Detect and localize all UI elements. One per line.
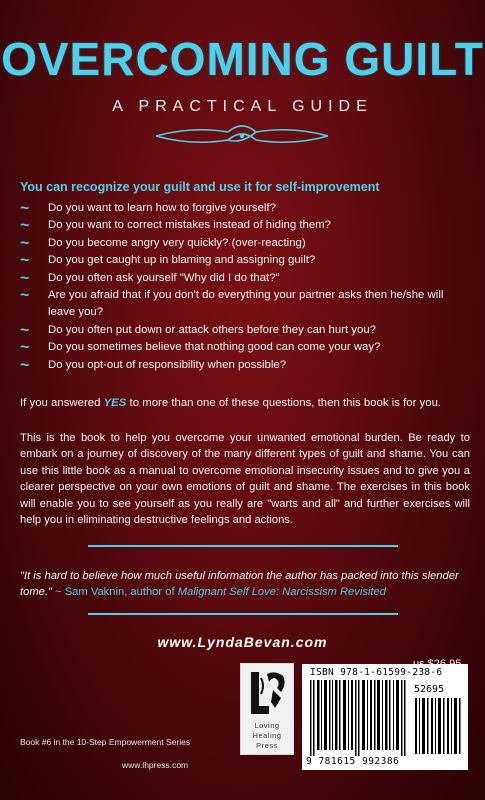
price-code-text: 52695	[414, 684, 445, 695]
answer-line	[20, 397, 470, 409]
publisher-url: www.lhpress.com	[122, 760, 189, 770]
answer-yes-text: YES	[103, 397, 127, 409]
list-item	[20, 252, 470, 269]
divider-rule-top	[88, 545, 398, 547]
question-list	[20, 200, 470, 374]
tilde-bullet-icon: ~	[20, 234, 30, 252]
logo-text-2: Healing	[252, 731, 282, 740]
tilde-bullet-icon: ~	[20, 356, 30, 374]
lead-heading: You can recognize your guilt and use it for self-improvement	[20, 180, 380, 194]
tilde-bullet-icon: ~	[20, 287, 30, 305]
question-text: Do you often ask yourself "Why did I do that?"	[48, 271, 280, 284]
quote-attribution	[52, 586, 386, 598]
barcode-digits: 9 781615 992386	[306, 756, 400, 767]
tilde-bullet-icon: ~	[20, 269, 30, 287]
price-barcode-icon	[414, 698, 462, 754]
book-subtitle: A PRACTICAL GUIDE	[112, 98, 373, 115]
logo-text-3: Press	[256, 741, 278, 750]
isbn-barcode	[302, 664, 468, 770]
tilde-bullet-icon: ~	[20, 321, 30, 339]
question-text: Do you want to correct mistakes instead of hiding them?	[48, 219, 332, 232]
list-item	[20, 200, 470, 217]
list-item	[20, 217, 470, 234]
lhp-logo-icon	[245, 668, 289, 718]
question-text: Do you sometimes believe that nothing good can come your way?	[48, 341, 381, 354]
question-text: Do you want to learn how to forgive yourself?	[48, 202, 276, 214]
list-item	[20, 322, 470, 339]
divider-rule-bottom	[88, 613, 398, 615]
series-label: Book #6 in the 10-Step Empowerment Series	[20, 737, 191, 747]
tilde-bullet-icon: ~	[20, 217, 30, 235]
list-item	[20, 235, 470, 252]
answer-pre-text: If you answered	[20, 397, 104, 409]
logo-text-1: Loving	[254, 721, 280, 730]
quote-attrib-pre: ~ Sam Vaknin, author of	[51, 586, 178, 599]
barcode-bars-icon	[308, 680, 408, 756]
answer-post-text: to more than one of these questions, then this book is for you.	[126, 397, 442, 409]
quote-book-title: Malignant Self Love: Narcissism Revisited	[177, 586, 386, 599]
description-paragraph: This is the book to help you overcome your unwanted emotional burden. Be ready to embark on a journey of discovery of the many different types of guilt and shame. You can use this little book as a manual to overcome emotional insecurity issues and to give you a clearer perspective on your own emotions of guilt and shame. The exercises in this book will enable you to see yourself as you really are "warts and all" and further exercises will help you in eliminating destructive feelings and actions.	[20, 432, 470, 527]
question-text: Are you afraid that if you don't do everything your partner asks then he/she will leave you?	[48, 289, 444, 319]
quote-text: "It is hard to believe how much useful information the author has packed into this slender tome."	[20, 570, 459, 599]
publisher-logo	[240, 663, 294, 755]
question-text: Do you get caught up in blaming and assigning guilt?	[48, 254, 316, 267]
review-quote	[20, 568, 470, 600]
question-text: Do you opt-out of responsibility when possible?	[48, 358, 287, 371]
tilde-bullet-icon: ~	[20, 339, 30, 357]
list-item	[20, 287, 470, 322]
book-title: OVERCOMING GUILT	[1, 33, 484, 85]
list-item	[20, 339, 470, 356]
question-text: Do you often put down or attack others before they can hurt you?	[48, 323, 376, 336]
tilde-bullet-icon: ~	[20, 200, 30, 217]
list-item	[20, 270, 470, 287]
list-item	[20, 357, 470, 374]
isbn-text: ISBN 978-1-61599-238-6	[310, 667, 443, 678]
question-text: Do you become angry very quickly? (over-reacting)	[48, 236, 306, 249]
ornament-divider-icon	[152, 118, 332, 154]
tilde-bullet-icon: ~	[20, 252, 30, 270]
author-website: www.LyndaBevan.com	[157, 634, 328, 650]
